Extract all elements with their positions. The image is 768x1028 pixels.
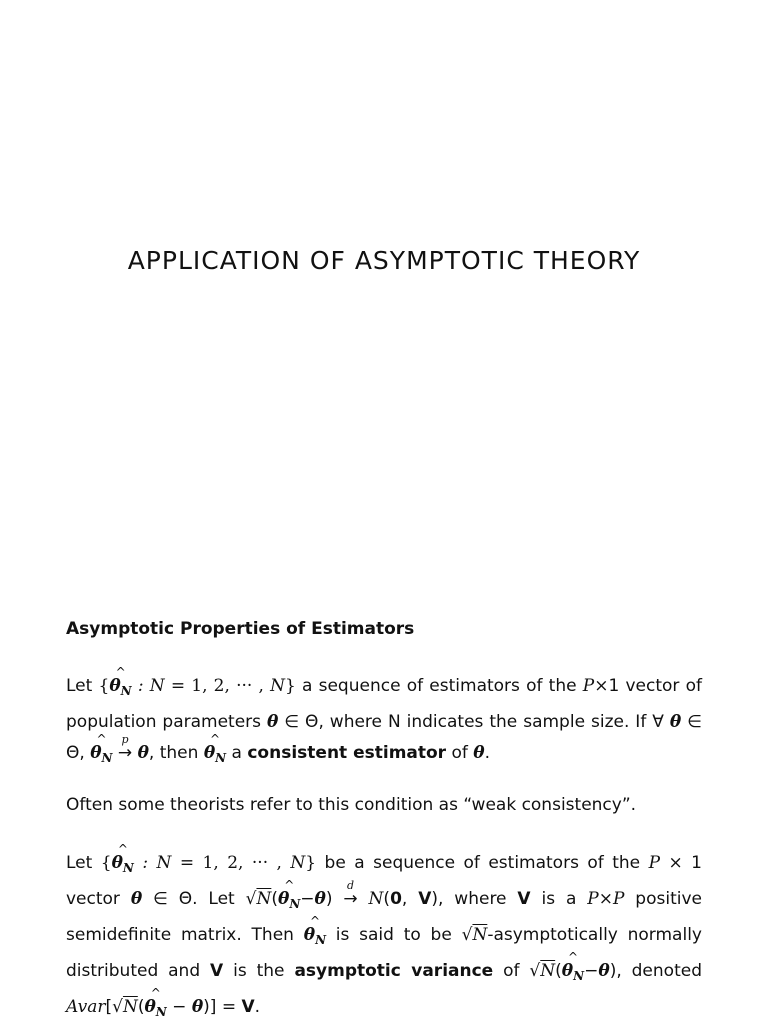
page-title: APPLICATION OF ASYMPTOTIC THEORY — [127, 246, 641, 275]
paragraph-asymptotic-normality: Let {^ $\theta_N$ : N = 1, 2, ··· , N} be a sequence of estimators of the P × 1 vector θ ∈ Θ. Let √N(^ $\theta_N-\theta$) d → N(0, V), where V is a P×P positive semidefinite matrix. Then ^ $\theta_N$ is said to be √N-asymptotically normally distributed and V is the asymptotic variance of √N(^ $\theta_N-\theta$), denoted Avar[√N(^ $\theta_N - \theta)] = V$. — [66, 848, 702, 1028]
paragraph-weak-consistency: Often some theorists refer to this condition as “weak consistency”. — [66, 795, 637, 815]
paragraph-consistency: Let {^ $\theta_N$ : N = 1, 2, ··· , N} a sequence of estimators of the P×1 vector of population parameters θ ∈ Θ, where N indicates the sample size. If ∀ θ ∈ Θ, ^ $\theta_N$ p → θ, then ^ $\theta_N$ a consistent estimator of θ. — [66, 671, 702, 774]
section-heading: Asymptotic Properties of Estimators — [66, 619, 415, 639]
